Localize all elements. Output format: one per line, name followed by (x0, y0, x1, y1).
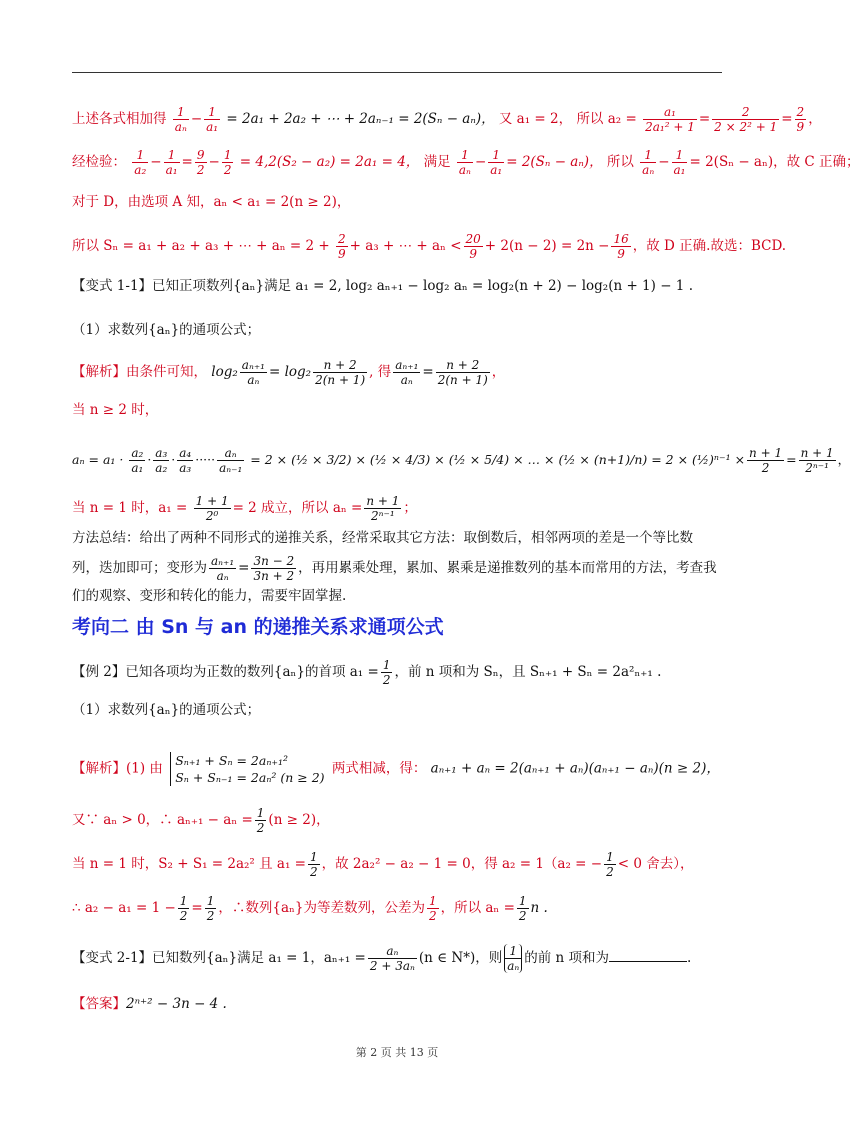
fraction: $\frac{3n - 2}{3n + 2}$ (253, 554, 295, 583)
fraction: $\frac{1}{2}$ (179, 894, 188, 923)
fraction: $\frac{9}{2}$ (196, 148, 205, 177)
fraction: $\frac{1}{2}$ (206, 894, 215, 923)
text-line (72, 320, 722, 340)
text-line: 【变式 2-1】已知数列{aₙ}满足 a₁ = 1，aₙ₊₁ = $\frac{\text{aₙ}}{\text{2 + 3aₙ}}$ (n ∈ N*)，则 $\frac{1}{\text{aₙ}}$ 的前 n 项和为 . (72, 944, 692, 973)
header-rule (72, 72, 722, 73)
text-line (72, 528, 722, 548)
fraction: $\frac{1}{2}$ (518, 894, 527, 923)
fraction: $\frac{1}{\text{a₁}}$ (673, 148, 686, 177)
fraction: $\frac{\text{aₙ₊₁}}{\text{aₙ}}$ (395, 358, 419, 387)
fraction: $\frac{1 + 1}{\text{2⁰}}$ (195, 494, 229, 523)
text-line (72, 994, 722, 1014)
text-line: 上述各式相加得 $\frac{1}{\text{aₙ}}$ − $\frac{1}{\text{a₁}}$ = 2a₁ + 2a₂ + ⋯ + 2aₙ₋₁ = 2(Sₙ − aₙ)， 又 a₁ = 2， 所以 a₂ = $\frac{\text{a₁}}{\text{2a₁² + 1}}$ = $\frac{2}{\text{2 × 2² + 1}}$ = $\frac{2}{9}$ ， (72, 105, 822, 134)
fraction: $\frac{\text{a₄}}{\text{a₃}}$ (179, 446, 192, 475)
text-segment: 【变式 1-1】已知正项数列{aₙ}满足 a₁ = 2, log₂ aₙ₊₁ − log₂ aₙ = log₂(n + 2) − log₂(n + 1) − 1 . (72, 278, 693, 294)
fraction: $\frac{1}{2}$ (256, 806, 265, 835)
fraction: $\frac{1}{2}$ (223, 148, 232, 177)
fraction: $\frac{1}{\text{a₁}}$ (490, 148, 503, 177)
fraction: $\frac{1}{\text{a₁}}$ (206, 105, 219, 134)
text-segment: 对于 D，由选项 A 知，aₙ < a₁ = 2(n ≥ 2)， (72, 194, 351, 210)
fraction: $\frac{\text{aₙ₊₁}}{\text{aₙ}}$ (211, 554, 235, 583)
text-line: 【例 2】已知各项均为正数的数列{aₙ}的首项 a₁ = $\frac{1}{2}$ ，前 n 项和为 Sₙ，且 Sₙ₊₁ + Sₙ = 2a²ₙ₊₁ . (72, 658, 662, 687)
text-segment: 经检验： (72, 154, 126, 170)
text-line: 【解析】由条件可知， log₂ $\frac{\text{aₙ₊₁}}{\text{aₙ}}$ = log₂ $\frac{n + 2}{2(n + 1)}$ , 得 $\frac{\text{aₙ₊₁}}{\text{aₙ}}$ = $\frac{n + 2}{2(n + 1)}$ ， (72, 358, 506, 387)
text-segment: 当 n = 1 时，a₁ = (72, 500, 188, 516)
text-segment: 满足 (423, 154, 451, 170)
text-segment: 所以 Sₙ = a₁ + a₂ + a₃ + ⋯ + aₙ = 2 + (72, 238, 330, 254)
text-line (72, 586, 722, 606)
math-expression: = 2 × (½ × 3/2) × (½ × 4/3) × (½ × 5/4) × … × (½ × (n+1)/n) = 2 × (½)ⁿ⁻¹ × (250, 452, 746, 467)
text-line (72, 700, 722, 720)
text-segment: （1）求数列{aₙ}的通项公式； (72, 322, 261, 338)
text-line: 又∵ aₙ > 0，∴ aₙ₊₁ − aₙ = $\frac{1}{2}$ (n ≥ 2)， (72, 806, 330, 835)
fraction: $\frac{n + 2}{2(n + 1)}$ (315, 358, 366, 387)
fraction: $\frac{\text{a₁}}{\text{2a₁² + 1}}$ (645, 105, 695, 134)
fraction: $\frac{\text{a₂}}{\text{a₁}}$ (131, 446, 144, 475)
math-expression: = 2a₁ + 2a₂ + ⋯ + 2aₙ₋₁ = 2(Sₙ − aₙ)， (226, 111, 495, 127)
answer-label: 【答案】 (72, 996, 126, 1012)
text-line (72, 192, 722, 212)
text-line: 列，迭加即可；变形为 $\frac{\text{aₙ₊₁}}{\text{aₙ}}$ = $\frac{3n - 2}{3n + 2}$ ，再用累乘处理，累加、累乘是递推数列的基本而常用的方法，考查我 (72, 554, 717, 583)
text-segment: 【例 2】已知各项均为正数的数列{aₙ}的首项 a₁ = (72, 664, 379, 680)
math-expression: = 4,2(S₂ − a₂) = 2a₁ = 4， (239, 154, 420, 170)
fraction: $\frac{n + 1}{\text{2ⁿ⁻¹}}$ (800, 446, 834, 475)
equation-system: Sₙ₊₁ + Sₙ = 2aₙ₊₁² Sₙ + Sₙ₋₁ = 2aₙ² (n ≥ 2) (170, 752, 324, 786)
fraction: $\frac{1}{2}$ (428, 894, 437, 923)
fraction: $\frac{1}{2}$ (382, 658, 391, 687)
text-segment: 【解析】由条件可知， (72, 364, 207, 380)
text-segment: 当 n ≥ 2 时， (72, 402, 159, 418)
math-expression: aₙ₊₁ + aₙ = 2(aₙ₊₁ + aₙ)(aₙ₊₁ − aₙ)(n ≥ 2)， (430, 760, 720, 777)
text-line: 【解析】(1) 由 Sₙ₊₁ + Sₙ = 2aₙ₊₁² Sₙ + Sₙ₋₁ = 2aₙ² (n ≥ 2) 两式相减，得： aₙ₊₁ + aₙ = 2(aₙ₊₁ + aₙ)(aₙ₊₁ − aₙ)(n ≥ 2)， (72, 753, 720, 785)
section-heading: 考向二 由 Sn 与 an 的递推关系求通项公式 (72, 616, 444, 638)
text-line (72, 276, 722, 296)
fraction: $\frac{\text{a₃}}{\text{a₂}}$ (155, 446, 168, 475)
text-segment: 们的观察、变形和转化的能力，需要牢固掌握. (72, 588, 347, 604)
answer-value: 2ⁿ⁺² − 3n − 4 . (126, 996, 227, 1012)
text-segment: 又∵ aₙ > 0，∴ aₙ₊₁ − aₙ = (72, 812, 253, 828)
fraction: $\frac{1}{\text{aₙ}}$ (504, 944, 522, 973)
fraction: $\frac{2}{\text{2 × 2² + 1}}$ (714, 105, 778, 134)
text-line: aₙ = a₁ · $\frac{\text{a₂}}{\text{a₁}}$ · $\frac{\text{a₃}}{\text{a₂}}$ · $\frac{\text{a₄}}{\text{a₃}}$ ····· $\frac{\text{aₙ}}{\text{aₙ₋₁}}$ = 2 × (½ × 3/2) × (½ × 4/3) × (½ × 5/4) × … × (½ × (n+1)/n) = 2 × (½)ⁿ⁻¹ × $\frac{n + 1}{2}$ = $\frac{n + 1}{\text{2ⁿ⁻¹}}$ ， (72, 446, 851, 475)
fraction: $\frac{\text{aₙ₊₁}}{\text{aₙ}}$ (241, 358, 265, 387)
text-segment: 当 n = 1 时，S₂ + S₁ = 2a₂² 且 a₁ = (72, 856, 306, 872)
fraction: $\frac{1}{\text{aₙ}}$ (642, 148, 655, 177)
text-line: 经检验： $\frac{1}{\text{a₂}}$ − $\frac{1}{\text{a₁}}$ = $\frac{9}{2}$ − $\frac{1}{2}$ = 4,2(S₂ − a₂) = 2a₁ = 4， 满足 $\frac{1}{\text{aₙ}}$ − $\frac{1}{\text{a₁}}$ = 2(Sₙ − aₙ)， 所以 $\frac{1}{\text{aₙ}}$ − $\frac{1}{\text{a₁}}$ = 2(Sₙ − aₙ)，故 C 正确； (72, 148, 860, 177)
math-expression: aₙ = a₁ · (72, 452, 124, 467)
text-segment: 方法总结：给出了两种不同形式的递推关系，经常采取其它方法：取倒数后，相邻两项的差是一个等比数 (72, 530, 693, 546)
text-segment: 【变式 2-1】已知数列{aₙ}满足 a₁ = 1，aₙ₊₁ = (72, 950, 366, 966)
fraction: $\frac{n + 2}{2(n + 1)}$ (437, 358, 488, 387)
text-segment: 又 a₁ = 2， (498, 111, 573, 127)
fraction: $\frac{1}{\text{aₙ}}$ (458, 148, 471, 177)
text-segment: 【解析】(1) 由 (72, 760, 163, 777)
text-line: 所以 Sₙ = a₁ + a₂ + a₃ + ⋯ + aₙ = 2 + $\frac{2}{9}$ + a₃ + ⋯ + aₙ < $\frac{20}{9}$ + 2(n − 2) = 2n − $\frac{16}{9}$ ，故 D 正确.故选：BCD. (72, 232, 787, 261)
fraction: $\frac{1}{\text{a₁}}$ (165, 148, 178, 177)
fraction: $\frac{1}{\text{aₙ}}$ (174, 105, 187, 134)
text-line: 当 n = 1 时，a₁ = $\frac{1 + 1}{\text{2⁰}}$ = 2 成立，所以 aₙ = $\frac{n + 1}{\text{2ⁿ⁻¹}}$ ； (72, 494, 417, 523)
fraction: $\frac{\text{aₙ}}{\text{2 + 3aₙ}}$ (369, 944, 415, 973)
fraction: $\frac{2}{9}$ (796, 105, 805, 134)
text-segment: 所以 (606, 154, 634, 170)
page-footer: 第 2 页 共 13 页 (355, 1046, 439, 1059)
fraction: $\frac{20}{9}$ (465, 232, 481, 261)
answer-blank (609, 949, 687, 962)
fraction: $\frac{16}{9}$ (613, 232, 629, 261)
fraction: $\frac{n + 1}{\text{2ⁿ⁻¹}}$ (366, 494, 400, 523)
fraction: $\frac{1}{\text{a₂}}$ (134, 148, 147, 177)
text-segment: 列，迭加即可；变形为 (72, 560, 207, 576)
text-segment: （1）求数列{aₙ}的通项公式； (72, 702, 261, 718)
fraction: $\frac{n + 1}{2}$ (749, 446, 783, 475)
text-segment: 上述各式相加得 (72, 111, 167, 127)
fraction: $\frac{2}{9}$ (338, 232, 346, 261)
text-line: 当 n = 1 时，S₂ + S₁ = 2a₂² 且 a₁ = $\frac{1}{2}$ ，故 2a₂² − a₂ − 1 = 0，得 a₂ = 1（a₂ = − $\frac{1}{2}$ < 0 舍去）， (72, 850, 694, 879)
text-segment: 所以 a₂ = (576, 111, 637, 127)
fraction: $\frac{1}{2}$ (606, 850, 614, 879)
text-segment: ∴ a₂ − a₁ = 1 − (72, 900, 176, 916)
fraction: $\frac{1}{2}$ (309, 850, 318, 879)
fraction: $\frac{\text{aₙ}}{\text{aₙ₋₁}}$ (219, 446, 243, 475)
text-line: ∴ a₂ − a₁ = 1 − $\frac{1}{2}$ = $\frac{1}{2}$ ，∴数列{aₙ}为等差数列，公差为 $\frac{1}{2}$ ，所以 aₙ = $\frac{1}{2}$ n . (72, 894, 548, 923)
text-line (72, 400, 722, 420)
